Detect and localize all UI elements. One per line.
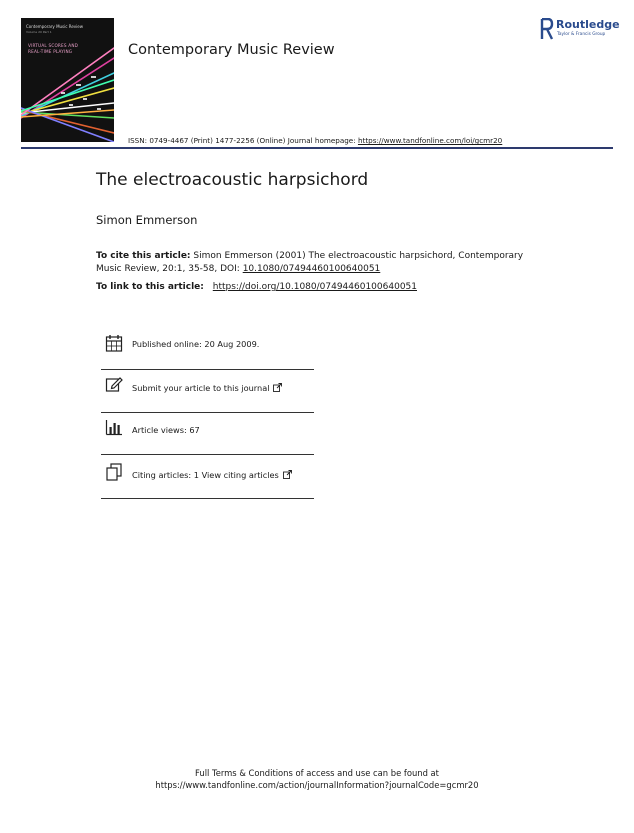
- footer-terms-link[interactable]: https://www.tandfonline.com/action/journalInformation?journalCode=gcmr20: [155, 780, 479, 790]
- journal-cover: [21, 18, 114, 142]
- cover-issue-line-1: VIRTUAL SCORES AND: [28, 43, 79, 48]
- calendar-icon: [105, 334, 123, 352]
- citing-articles-row[interactable]: [101, 454, 314, 499]
- doi-link[interactable]: 10.1080/07494460100640051: [242, 264, 381, 274]
- external-link-icon: [273, 383, 282, 392]
- routledge-mark-icon: [540, 18, 554, 40]
- issn-line: [128, 136, 502, 145]
- submit-article-label: Submit your article to this journal: [132, 383, 270, 393]
- bar-chart-icon: [105, 418, 123, 436]
- article-link-line: [96, 282, 417, 292]
- article-views-row: [101, 412, 314, 455]
- article-views-text: Article views: 67: [132, 425, 200, 435]
- citing-articles-text: [132, 470, 292, 480]
- article-doi-url-link[interactable]: https://doi.org/10.1080/07494460100640051: [212, 282, 417, 292]
- link-label: To link to this article:: [96, 282, 204, 292]
- cite-text: Simon Emmerson (2001) The electroacoustic harpsichord, Contemporary Music Review, 20:1, 35-58, DOI:: [96, 251, 524, 274]
- citing-documents-icon: [105, 463, 123, 481]
- journal-homepage-link[interactable]: https://www.tandfonline.com/loi/gcmr20: [357, 136, 503, 145]
- edit-icon: [105, 375, 123, 393]
- cover-artwork: [21, 18, 114, 142]
- footer-line-1: Full Terms & Conditions of access and use can be found at: [195, 768, 439, 778]
- published-online-row: [101, 330, 314, 370]
- cover-journal-title: Contemporary Music Review: [26, 24, 83, 29]
- submit-article-text: [132, 383, 282, 393]
- publisher-logo[interactable]: [540, 18, 620, 42]
- article-author: Simon Emmerson: [96, 213, 198, 227]
- issn-text: ISSN: 0749-4467 (Print) 1477-2256 (Online) Journal homepage:: [128, 136, 356, 145]
- cover-subtitle: Volume 20 Part 1: [26, 30, 52, 34]
- article-title: The electroacoustic harpsichord: [96, 170, 369, 190]
- cite-label: To cite this article:: [96, 251, 191, 261]
- terms-footer: [0, 767, 634, 791]
- journal-title: Contemporary Music Review: [128, 42, 335, 58]
- external-link-icon: [283, 470, 292, 479]
- publisher-name: Routledge: [556, 18, 620, 31]
- header-divider: [21, 147, 613, 149]
- citation-block: [96, 250, 526, 276]
- submit-article-row[interactable]: [101, 369, 314, 413]
- cover-issue-line-2: REAL-TIME PLAYING: [28, 49, 73, 54]
- published-online-text: Published online: 20 Aug 2009.: [132, 339, 260, 349]
- publisher-tagline: Taylor & Francis Group: [557, 32, 606, 37]
- citing-articles-label: Citing articles: 1 View citing articles: [132, 470, 279, 480]
